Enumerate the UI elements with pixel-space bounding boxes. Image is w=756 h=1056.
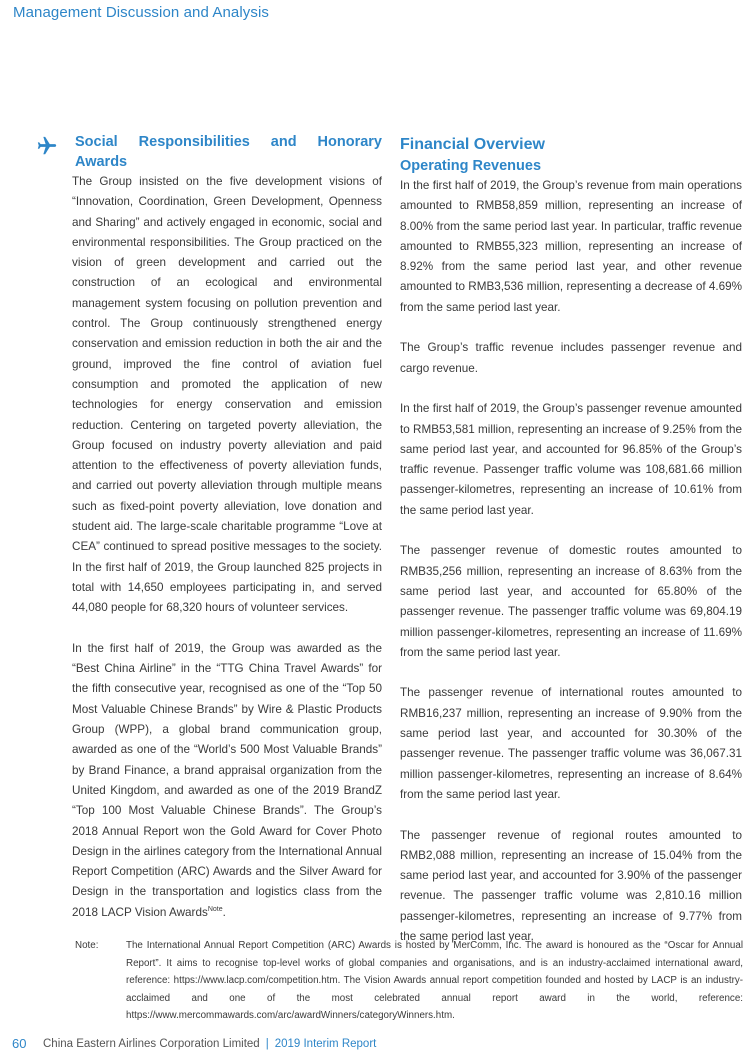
revenue-paragraph-main: In the first half of 2019, the Group’s revenue from main operations amounted to RMB58,859 million, representing an increase of 8.00% from the same period last year. In particular, traffic revenue amounted to RMB55,323 million, representing an increase of 8.92% from the same period last year, and other revenue amounted to RMB3,536 million, representing a decrease of 4.69% from the same period last year. bbox=[400, 179, 742, 314]
page-number: 60 bbox=[12, 1036, 27, 1051]
footer bbox=[43, 1038, 376, 1050]
honorary-awards-text: In the first half of 2019, the Group was awarded as the “Best China Airline” in the “TTG China Travel Awards” for the fifth consecutive year, recognised as one of the “Top 50 Most Valuable Chinese Brands” by Wire & Plastic Products Group (WPP), a global brand communication group, awarded as one of the “World’s 500 Most Valuable Brands” by Brand Finance, a brand appraisal organization from the United Kingdom, and awarded as one of the 2019 BrandZ “Top 100 Most Valuable Chinese Brands”. The Group’s 2018 Annual Report won the Gold Award for Cover Photo Design in the airlines category from the International Annual Report Competition (ARC) Awards and the Silver Award for Design in the transportation and logistics class from the 2018 LACP Vision Awards bbox=[72, 641, 382, 919]
financial-overview-title: Financial Overview bbox=[400, 136, 545, 153]
right-column bbox=[400, 132, 742, 947]
footer-company: China Eastern Airlines Corporation Limited bbox=[43, 1038, 260, 1050]
revenue-paragraph-traffic: The Group’s traffic revenue includes passenger revenue and cargo revenue. bbox=[400, 341, 742, 375]
operating-revenues-subtitle: Operating Revenues bbox=[400, 158, 542, 174]
note-marker: Note bbox=[207, 905, 223, 913]
page-header-title: Management Discussion and Analysis bbox=[13, 4, 270, 21]
revenue-paragraph-passenger: In the first half of 2019, the Group’s passenger revenue amounted to RMB53,581 million, representing an increase of 9.25% from the same period last year, and accounted for 96.85% of the Group’s traffic revenue. Passenger traffic volume was 108,681.66 million passenger-kilometres, representing an increase of 10.61% from the same period last year. bbox=[400, 402, 742, 517]
left-column bbox=[72, 132, 382, 923]
footnote-label: Note: bbox=[75, 940, 99, 951]
social-responsibilities-paragraph: The Group insisted on the five development visions of “Innovation, Coordination, Green Development, Openness and Sharing” and actively engaged in economic, social and environmental responsibilities. The Group practiced on the vision of green development and carried out the construction of an ecological and environmental management system focusing on pollution prevention and control. The Group continuously strengthened energy conservation and emission reduction in both the air and the ground, improved the fine control of aviation fuel consumption and promoted the application of new technologies for energy conservation and emission reduction. Centering on targeted poverty alleviation, the Group focused on industry poverty alleviation and paid attention to the effectiveness of poverty alleviation funds, and carried out poverty alleviation through multiple means such as fixed-point poverty alleviation, love donation and student aid. The large-scale charitable programme “Love at CEA” continued to spread positive messages to the society. In the first half of 2019, the Group launched 825 projects in total with 14,650 employees participating in, and served 44,080 people for 68,320 hours of volunteer services. bbox=[72, 175, 382, 615]
revenue-paragraph-domestic: The passenger revenue of domestic routes amounted to RMB35,256 million, representing an increase of 8.63% from the same period last year, and accounted for 65.80% of the passenger revenue. The passenger traffic volume was 69,804.19 million passenger-kilometres, representing an increase of 11.69% from the same period last year. bbox=[400, 544, 742, 659]
footer-report: 2019 Interim Report bbox=[274, 1038, 377, 1050]
airplane-icon bbox=[36, 135, 58, 157]
footnote-text: The International Annual Report Competition (ARC) Awards is hosted by MerComm, Inc. The award is honoured as the “Oscar for Annual Report”. It aims to recognise top-level works of global companies and organisations, and is an industry-acclaimed international award, reference: https://www.lacp.com/competition.htm. The Vision Awards annual report competition founded and hosted by LACP is an industry-acclaimed and one of the most celebrated annual report award in the world, reference: https://www.mercommawards.com/arc/awardWinners/categoryWinners.htm. bbox=[126, 940, 743, 1022]
revenue-paragraph-regional: The passenger revenue of regional routes amounted to RMB2,088 million, representing an increase of 15.04% from the same period last year, and accounted for 3.90% of the passenger revenue. The passenger traffic volume was 2,810.16 million passenger-kilometres, representing an increase of 9.77% from the same period last year. bbox=[400, 828, 742, 943]
footer-separator: | bbox=[265, 1038, 269, 1050]
footnote bbox=[75, 937, 743, 1025]
revenue-paragraph-international: The passenger revenue of international routes amounted to RMB16,237 million, representing an increase of 9.90% from the same period last year, and accounted for 30.30% of the passenger revenue. The passenger traffic volume was 36,067.31 million passenger-kilometres, representing an increase of 8.64% from the same period last year. bbox=[400, 686, 742, 801]
honorary-awards-paragraph bbox=[72, 639, 382, 923]
honorary-awards-end: . bbox=[222, 905, 226, 919]
section-title-social-responsibilities: Social Responsibilities and Honorary Awards bbox=[75, 134, 382, 170]
